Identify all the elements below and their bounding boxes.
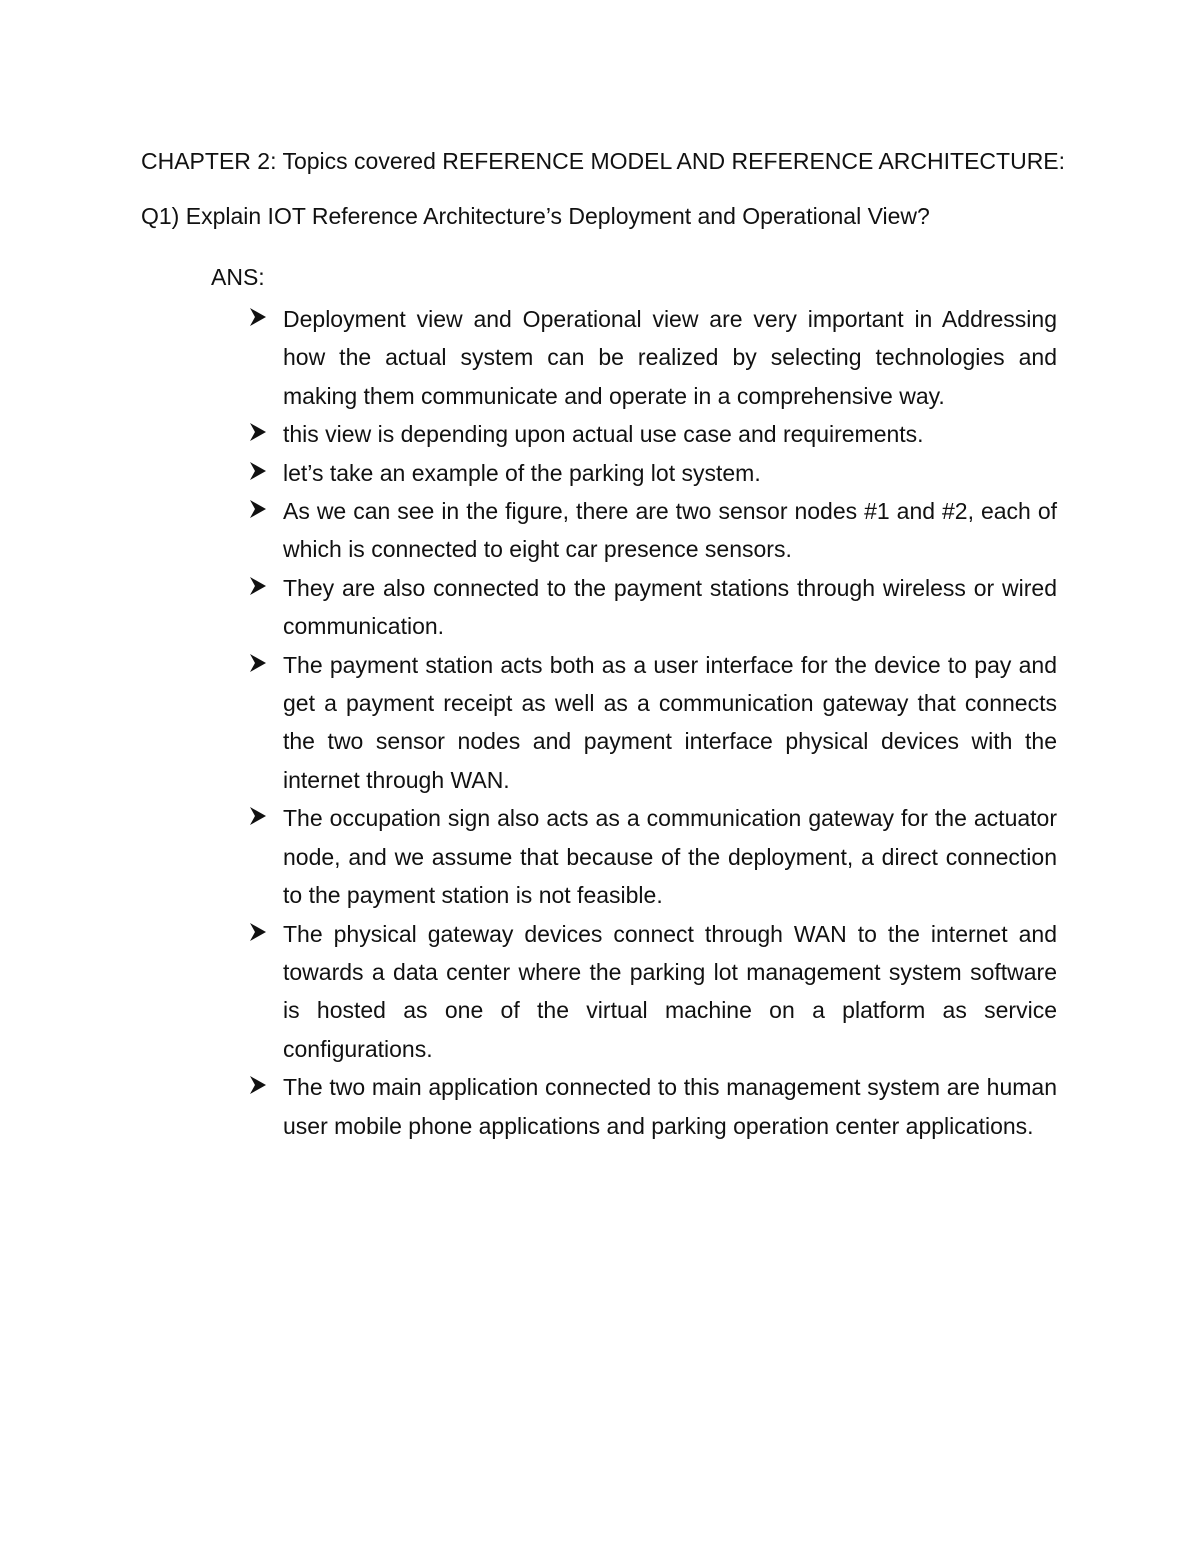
list-item (246, 569, 1057, 646)
answer-point-text: They are also connected to the payment stations through wireless or wired communication. (283, 574, 1057, 640)
chapter-heading: CHAPTER 2: Topics covered REFERENCE MODEL AND REFERENCE ARCHITECTURE: (141, 148, 1066, 174)
arrowhead-bullet-icon (246, 646, 283, 684)
arrowhead-bullet-icon (246, 300, 283, 338)
list-item (246, 799, 1057, 914)
list-item (246, 454, 1057, 492)
answer-point-text: let’s take an example of the parking lot system. (283, 459, 761, 486)
arrowhead-bullet-icon (246, 1068, 283, 1106)
answer-point-text: this view is depending upon actual use case and requirements. (283, 421, 924, 448)
arrowhead-bullet-icon (246, 569, 283, 607)
question-heading: Q1) Explain IOT Reference Architecture’s Deployment and Operational View? (141, 203, 930, 229)
answer-point-text: Deployment view and Operational view are very important in Addressing how the actual system can be realized by selecting technologies and making them communicate and operate in a comprehensive way. (283, 306, 1057, 409)
arrowhead-bullet-icon (246, 492, 283, 530)
answer-point-text: The physical gateway devices connect through WAN to the internet and towards a data center where the parking lot management system software is hosted as one of the virtual machine on a platform as service configurations. (283, 920, 1057, 1062)
list-item (246, 1068, 1057, 1145)
arrowhead-bullet-icon (246, 799, 283, 837)
answer-point-text: The two main application connected to this management system are human user mobile phone applications and parking operation center applications. (283, 1074, 1057, 1139)
list-item (246, 300, 1057, 415)
list-item (246, 646, 1057, 800)
arrowhead-bullet-icon (246, 915, 283, 953)
arrowhead-bullet-icon (246, 415, 283, 453)
list-item (246, 492, 1057, 569)
answer-list (246, 300, 1057, 1145)
list-item (246, 915, 1057, 1069)
answer-point-text: The occupation sign also acts as a communication gateway for the actuator node, and we assume that because of the deployment, a direct connection to the payment station is not feasible. (283, 805, 1057, 909)
arrowhead-bullet-icon (246, 454, 283, 492)
list-item (246, 415, 1057, 453)
answer-label: ANS: (211, 264, 265, 290)
answer-point-text: The payment station acts both as a user interface for the device to pay and get a payment receipt as well as a communication gateway that connects the two sensor nodes and payment interface physical devices with the internet through WAN. (283, 651, 1057, 793)
answer-point-text: As we can see in the figure, there are two sensor nodes #1 and #2, each of which is connected to eight car presence sensors. (283, 498, 1057, 563)
